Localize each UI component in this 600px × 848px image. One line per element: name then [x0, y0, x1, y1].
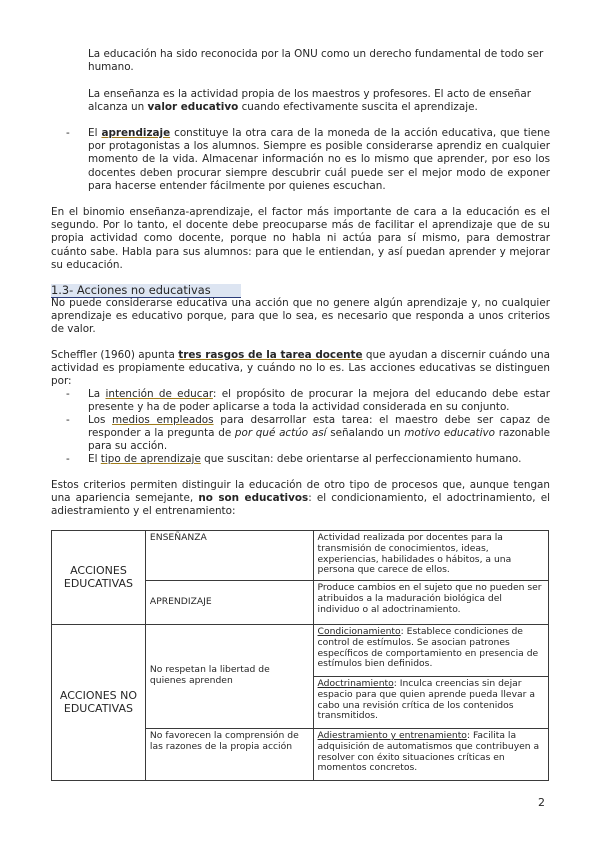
list-item-pre: El [88, 453, 101, 465]
list-item-text: señalando un [326, 427, 405, 440]
list-item-pre: Los [88, 414, 113, 426]
list-item-text: que suscitan: debe orientarse al perfeccionamiento humano. [200, 453, 522, 465]
bullet-aprendizaje-pre: El [88, 127, 102, 139]
list-item-medios [66, 414, 550, 454]
paragraph-criterios [51, 479, 550, 519]
bullet-dash: - [66, 414, 70, 426]
bullet-aprendizaje [66, 127, 550, 193]
row-name-ensenanza: ENSEÑANZA [145, 531, 313, 581]
text-adiestramiento: : Facilita la adquisición de automatismos que contribuyen a resolver con éxito situaciones críticas en momentos concretos. [317, 730, 540, 774]
term-condicionamiento: Condicionamiento [317, 626, 401, 637]
text-adoctrinamiento: : Inculca creencias sin dejar espacio para que quien aprende pueda llevar a cabo una revisión crítica de los contenidos transmitidos. [317, 678, 535, 722]
desc-adiestramiento [313, 729, 548, 781]
list-item-pre: La [88, 388, 106, 400]
acciones-table [51, 530, 549, 781]
desc-condicionamiento [313, 625, 548, 677]
italic-phrase: por qué actúo así [234, 427, 327, 440]
list-item-text: : el propósito de procurar la mejora del educando debe estar presente y ha de poder aplicarse a toda la actividad considerada en su conjunto. [88, 388, 550, 414]
table-row [52, 531, 549, 581]
paragraph-ensenanza [88, 88, 550, 114]
tipo-term: tipo de aprendizaje [100, 453, 201, 465]
desc-adoctrinamiento [313, 677, 548, 729]
criterios-pre: Estos criterios permiten distinguir la educación de otro tipo de procesos que, aunque tengan una apariencia semejante, [51, 479, 550, 505]
row-desc-aprendizaje: Produce cambios en el sujeto que no pueden ser atribuidos a la maduración biológica del individuo o al adoctrinamiento. [313, 581, 548, 625]
aprendizaje-term: aprendizaje [101, 127, 171, 139]
bullet-aprendizaje-text: constituye la otra cara de la moneda de la acción educativa, que tiene por protagonistas a los alumnos. Siempre es posible considerarse aprendiz en cualquier momento de la vida. Almacenar información no es lo mismo que aprender, por eso los docentes deben procurar siempre descubrir cuál puede ser el mejor modo de exponer para hacerse entender fácilmente por quienes escuchan. [88, 127, 550, 192]
list-item-tipo [66, 453, 550, 466]
category-no-educativas: ACCIONES NO EDUCATIVAS [52, 625, 146, 781]
paragraph-ensenanza-end: cuando efectivamente suscita el aprendizaje. [238, 101, 478, 114]
valor-educativo-term: valor educativo [147, 101, 239, 114]
row-name-aprendizaje: APRENDIZAJE [145, 581, 313, 625]
list-item-text: para desarrollar esta tarea: el maestro debe ser capaz de responder a la pregunta de [88, 414, 550, 440]
no-educativos-term: no son educativos [198, 492, 309, 505]
section-title: 1.3- Acciones no educativas [51, 284, 241, 298]
paragraph-binomio: En el binomio enseñanza-aprendizaje, el factor más importante de cara a la educación es el segundo. Por lo tanto, el docente debe preocuparse más de facilitar el aprendizaje que de su propia actividad como docente, porque no habla ni actúa para sí mismo, para demostrar cuánto sabe. Habla para sus alumnos: para que le entiendan, y así puedan aprender y mejorar su educación. [51, 206, 550, 271]
category-educativas: ACCIONES EDUCATIVAS [52, 531, 146, 625]
page-number: 2 [538, 796, 545, 809]
list-item-text: razonable para su acción. [88, 427, 550, 453]
table-row [52, 625, 549, 677]
intencion-term: intención de educar [105, 388, 213, 400]
italic-phrase: motivo educativo [404, 427, 496, 440]
paragraph-onu: La educación ha sido reconocida por la ONU como un derecho fundamental de todo ser humano. [88, 48, 544, 74]
row-desc-ensenanza: Actividad realizada por docentes para la transmisión de conocimientos, ideas, experiencias, habilidades o hábitos, a una persona que carece de ellos. [313, 531, 548, 581]
rasgos-term: tres rasgos de la tarea docente [178, 349, 363, 361]
paragraph-scheffler [51, 349, 550, 389]
term-adiestramiento: Adiestramiento y entrenamiento [317, 730, 467, 741]
bullet-dash: - [66, 453, 70, 465]
scheffler-pre: Scheffler (1960) apunta [51, 349, 179, 361]
scheffler-post: que ayudan a discernir cuándo una actividad es propiamente educativa, y cuándo no lo es. Las acciones educativas se distinguen por: [51, 349, 550, 388]
term-adoctrinamiento: Adoctrinamiento [317, 678, 394, 689]
reason-libertad: No respetan la libertad de quienes aprenden [145, 625, 313, 729]
bullet-dash: - [66, 127, 70, 139]
medios-term: medios empleados [112, 414, 214, 426]
reason-comprension: No favorecen la comprensión de las razones de la propia acción [145, 729, 313, 781]
paragraph-intro: No puede considerarse educativa una acción que no genere algún aprendizaje y, no cualquier aprendizaje es educativo porque, para que lo sea, es necesario que responda a unos criterios de valor. [51, 297, 550, 336]
list-item-intencion [66, 388, 550, 414]
bullet-dash: - [66, 388, 70, 400]
text-condicionamiento: : Establece condiciones de control de estímulos. Se asocian patrones específicos de comportamiento en presencia de estímulos bien definidos. [317, 626, 539, 670]
paragraph-ensenanza-text: La enseñanza es la actividad propia de los maestros y profesores. El acto de enseñar alcanza un [88, 88, 531, 114]
criterios-post: : el condicionamiento, el adoctrinamiento, el adiestramiento y el entrenamiento: [51, 492, 551, 518]
